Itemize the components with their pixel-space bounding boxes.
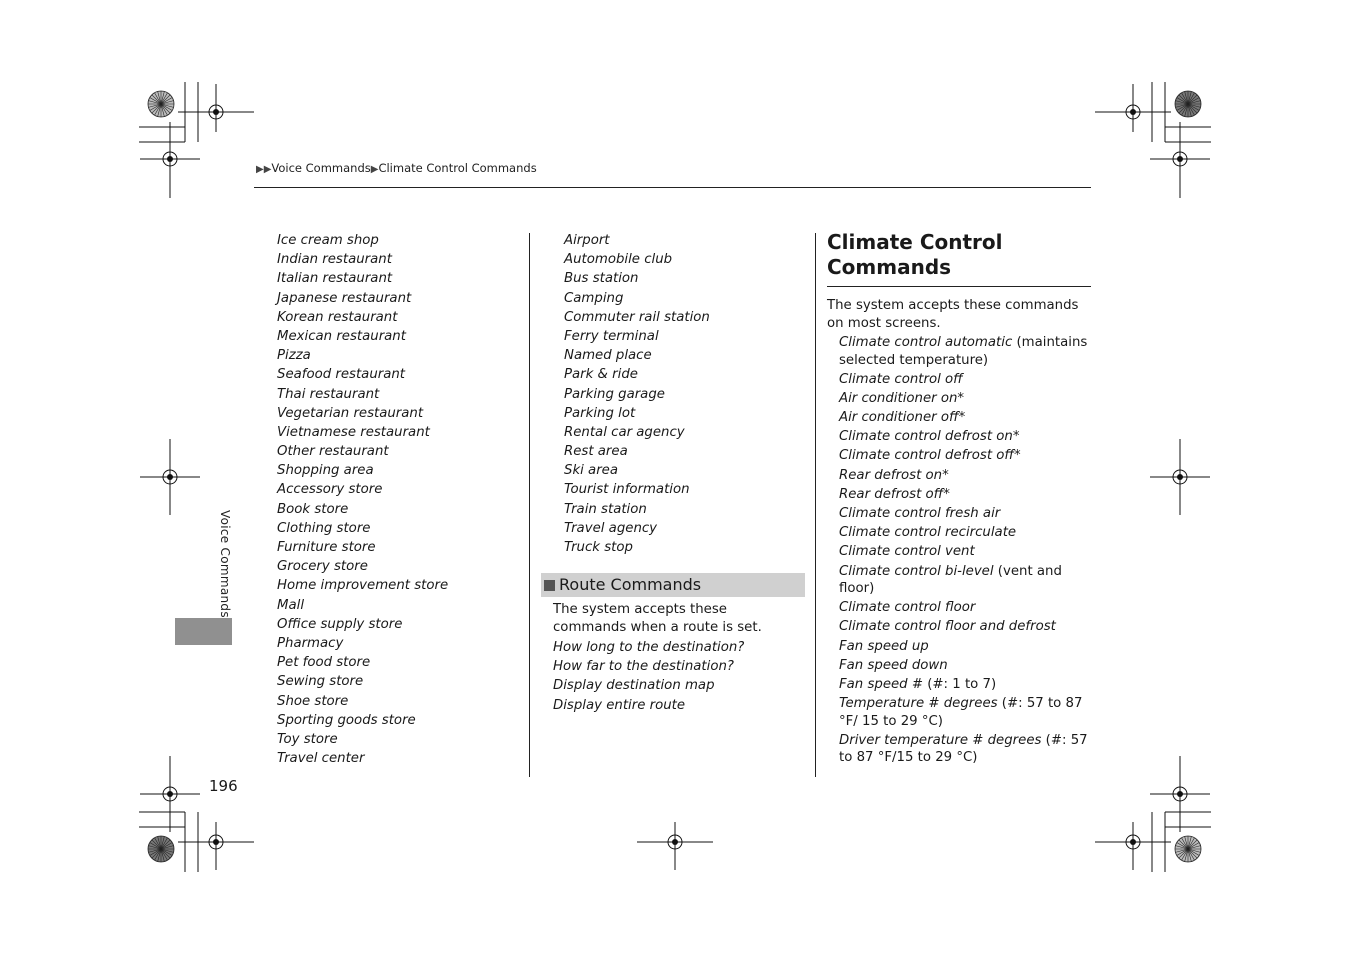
list-item: Commuter rail station [564, 309, 710, 325]
route-command-item: Display entire route [553, 697, 686, 713]
climate-command-item [839, 563, 1091, 598]
list-item: Park & ride [564, 367, 638, 383]
command-text: Temperature # degrees [839, 696, 998, 712]
list-item: Accessory store [277, 482, 383, 498]
climate-command-item [839, 486, 1091, 504]
list-item: Truck stop [564, 540, 633, 555]
breadcrumb-separator: ▶ [370, 164, 379, 175]
destination-list-left [277, 231, 448, 768]
breadcrumb-voice-commands[interactable]: Voice Commands [271, 161, 371, 175]
list-item: Airport [564, 233, 610, 248]
route-command-item: How long to the destination? [553, 640, 745, 655]
title-rule [827, 286, 1091, 287]
route-command-item: How far to the destination? [553, 659, 734, 675]
command-note: (#: 57 to 87 °F/15 to 29 °C) [839, 732, 1088, 766]
command-text: Air conditioner off* [839, 410, 966, 426]
command-text: Climate control fresh air [839, 506, 1001, 521]
list-item: Indian restaurant [277, 252, 392, 268]
command-text: Air conditioner on* [839, 390, 965, 406]
command-text: Climate control floor [839, 600, 976, 616]
climate-command-item [839, 505, 1091, 523]
command-text: Climate control floor and defrost [839, 619, 1056, 635]
list-item: Rest area [564, 444, 628, 460]
list-item: Automobile club [564, 252, 673, 268]
list-item: Shopping area [277, 463, 374, 479]
list-item: Grocery store [277, 559, 368, 575]
list-item: Rental car agency [564, 424, 685, 440]
list-item: Vegetarian restaurant [277, 405, 424, 421]
climate-command-item [839, 371, 1091, 389]
header-rule [254, 187, 1091, 188]
command-text: Fan speed up [839, 638, 929, 654]
list-item: Italian restaurant [277, 271, 393, 287]
list-item: Travel agency [564, 520, 658, 536]
list-item: Toy store [277, 731, 338, 747]
page-title: Climate Control Commands [827, 230, 1003, 279]
list-item: Vietnamese restaurant [277, 424, 430, 440]
column-divider [529, 233, 530, 777]
command-text: Fan speed down [839, 657, 948, 673]
route-commands-list [553, 638, 744, 715]
list-item: Ice cream shop [277, 233, 379, 248]
climate-command-item [839, 638, 1091, 656]
command-text: Climate control vent [839, 544, 975, 560]
list-item: Ferry terminal [564, 328, 659, 344]
route-commands-intro: The system accepts these commands when a route is set. [553, 602, 762, 635]
command-text: Rear defrost off* [839, 486, 950, 502]
climate-command-item [839, 524, 1091, 542]
command-note: (maintains selected temperature) [839, 335, 1088, 368]
command-note: (#: 1 to 7) [923, 677, 997, 692]
list-item: Camping [564, 290, 624, 306]
list-item: Sewing store [277, 674, 364, 690]
climate-command-item [839, 409, 1091, 427]
list-item: Japanese restaurant [277, 290, 412, 306]
command-note: (vent and floor) [839, 563, 1062, 597]
list-item: Shoe store [277, 693, 349, 709]
command-text: Climate control bi-level [839, 563, 994, 579]
climate-commands-intro: The system accepts these commands on most screens. [827, 298, 1079, 331]
list-item: Ski area [564, 463, 619, 479]
climate-command-item [839, 599, 1091, 617]
command-text: Rear defrost on* [839, 467, 949, 483]
list-item: Parking lot [564, 405, 636, 421]
climate-command-item [839, 695, 1091, 730]
command-text: Climate control off [839, 371, 963, 387]
route-command-item: Display destination map [553, 678, 715, 694]
list-item: Thai restaurant [277, 386, 380, 402]
page-number: 196 [209, 777, 238, 795]
breadcrumb-climate-control[interactable]: Climate Control Commands [378, 161, 537, 175]
heading-square-icon [544, 580, 555, 591]
list-item: Seafood restaurant [277, 367, 406, 383]
climate-command-item [839, 732, 1091, 767]
list-item: Pet food store [277, 655, 371, 671]
command-text: Climate control defrost off* [839, 448, 1021, 464]
list-item: Sporting goods store [277, 712, 416, 728]
climate-command-item [839, 657, 1091, 675]
command-text: Climate control defrost on* [839, 429, 1020, 445]
command-note: (#: 57 to 87 °F/ 15 to 29 °C) [839, 696, 1083, 729]
list-item: Mexican restaurant [277, 328, 406, 344]
climate-command-item [839, 676, 1091, 694]
breadcrumb-arrows: ▶▶ [256, 164, 272, 175]
list-item: Train station [564, 501, 647, 517]
destination-list-middle [564, 231, 710, 557]
list-item: Book store [277, 501, 349, 517]
climate-command-item [839, 618, 1091, 636]
list-item: Bus station [564, 271, 639, 287]
list-item: Clothing store [277, 520, 371, 536]
list-item: Parking garage [564, 386, 665, 402]
side-tab-label: Voice Commands [218, 510, 232, 618]
climate-command-item [839, 543, 1091, 561]
command-text: Climate control recirculate [839, 525, 1017, 541]
list-item: Furniture store [277, 540, 376, 555]
list-item: Other restaurant [277, 444, 389, 460]
route-commands-heading [541, 573, 805, 597]
climate-command-item [839, 390, 1091, 408]
list-item: Office supply store [277, 616, 403, 632]
list-item: Home improvement store [277, 578, 449, 594]
climate-command-item [839, 467, 1091, 485]
command-text: Driver temperature # degrees [839, 732, 1042, 748]
list-item: Mall [277, 597, 305, 613]
list-item: Travel center [277, 751, 365, 767]
command-text: Fan speed # [839, 677, 923, 692]
climate-command-item [839, 428, 1091, 446]
breadcrumb [256, 161, 537, 175]
command-text: Climate control automatic [839, 335, 1013, 350]
climate-command-item [839, 334, 1091, 369]
list-item: Named place [564, 348, 652, 364]
list-item: Pharmacy [277, 635, 344, 651]
list-item: Tourist information [564, 482, 690, 498]
route-commands-heading-text: Route Commands [559, 575, 702, 594]
climate-commands-list [839, 334, 1091, 769]
list-item: Korean restaurant [277, 309, 398, 325]
climate-command-item [839, 447, 1091, 465]
column-divider [815, 233, 816, 777]
list-item: Pizza [277, 348, 311, 364]
side-tab[interactable] [175, 618, 232, 645]
